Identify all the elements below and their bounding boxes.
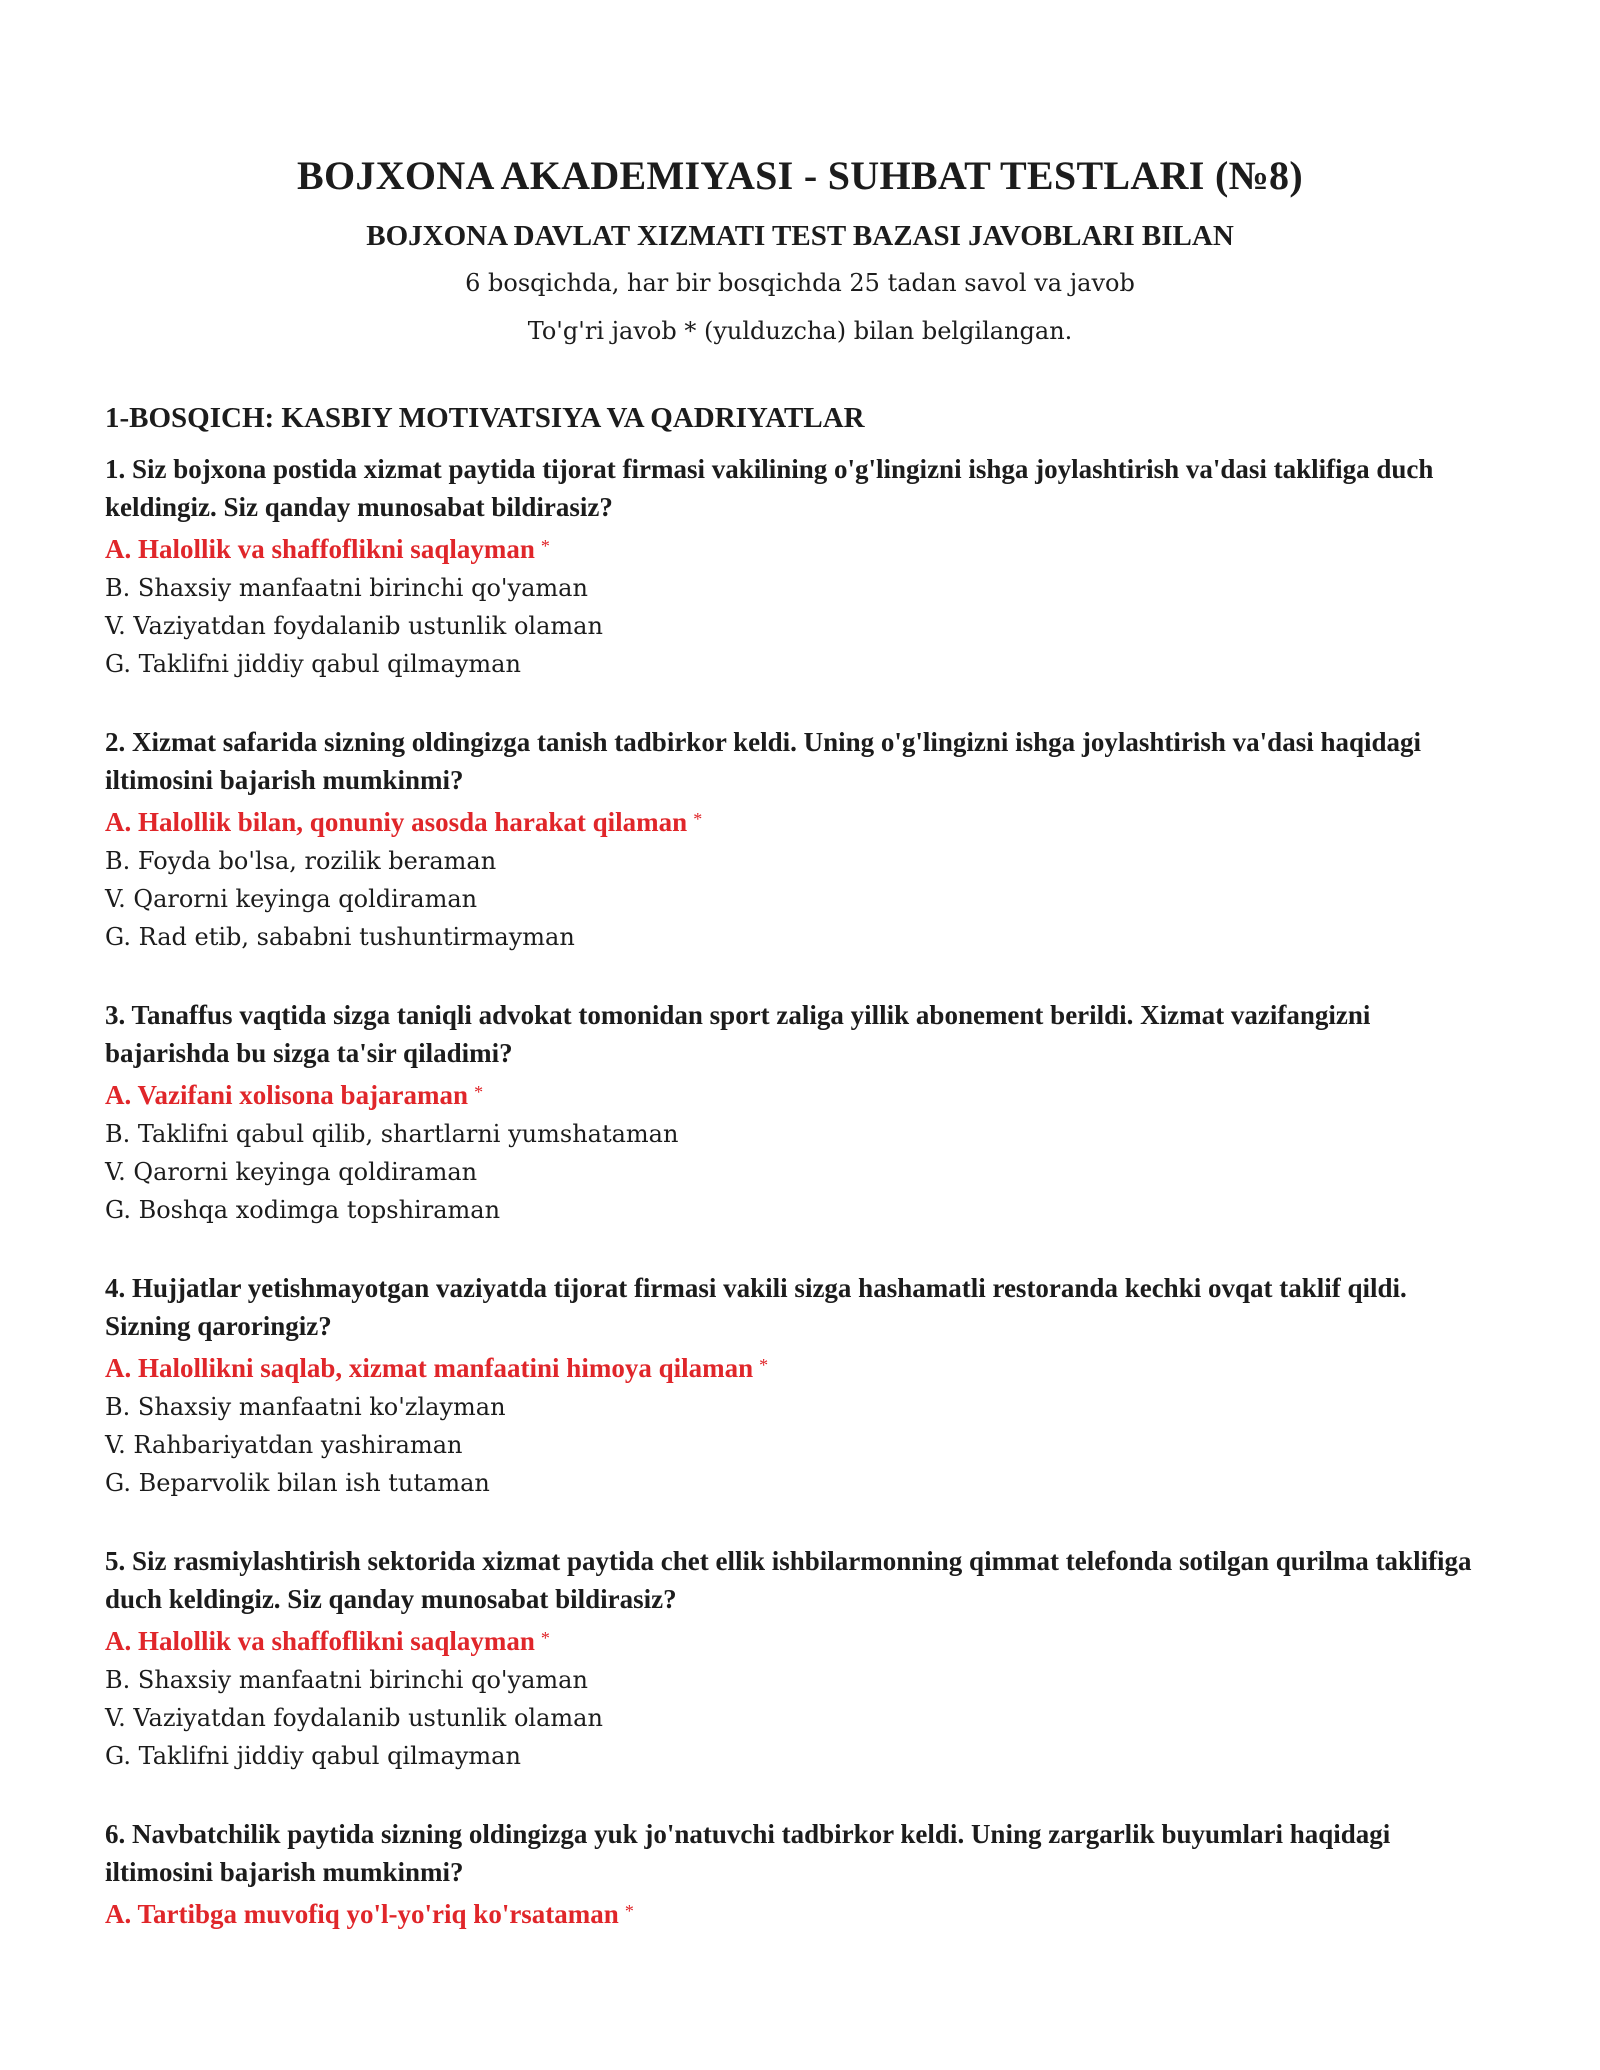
question-item xyxy=(105,1815,1495,1934)
correct-answer xyxy=(105,1891,1495,1934)
answer-option: B. Taklifni qabul qilib, shartlarni yumshataman xyxy=(105,1120,679,1148)
correct-star-icon: * xyxy=(474,1082,484,1102)
info-line-stages: 6 bosqichda, har bir bosqichda 25 tadan savol va javob xyxy=(465,269,1135,297)
correct-answer-text: A. Vazifani xolisona bajaraman xyxy=(105,1080,469,1110)
question-text: 2. Xizmat safarida sizning oldingizga tanish tadbirkor keldi. Uning o'g'lingizni ishga joylashtirish va'dasi haqidagi iltimosini bajarish mumkinmi? xyxy=(105,727,1422,795)
question-item xyxy=(105,1542,1495,1775)
answer-option: V. Qarorni keyinga qoldiraman xyxy=(105,885,478,913)
answer-option: G. Beparvolik bilan ish tutaman xyxy=(105,1469,490,1497)
answer-option: G. Rad etib, sababni tushuntirmayman xyxy=(105,923,575,951)
question-item xyxy=(105,996,1495,1229)
document-title: BOJXONA AKADEMIYASI - SUHBAT TESTLARI (№8) xyxy=(297,153,1303,198)
answer-option: V. Rahbariyatdan yashiraman xyxy=(105,1431,463,1459)
question-text: 5. Siz rasmiylashtirish sektorida xizmat paytida chet ellik ishbilarmonning qimmat telefonda sotilgan qurilma taklifiga duch keldingiz. Siz qanday munosabat bildirasiz? xyxy=(105,1546,1472,1614)
question-text: 3. Tanaffus vaqtida sizga taniqli advokat tomonidan sport zaliga yillik abonement berildi. Xizmat vazifangizni bajarishda bu sizga ta'sir qiladimi? xyxy=(105,1000,1371,1068)
answer-option: B. Shaxsiy manfaatni birinchi qo'yaman xyxy=(105,1666,588,1694)
answer-option: B. Shaxsiy manfaatni ko'zlayman xyxy=(105,1393,506,1421)
correct-star-icon: * xyxy=(540,1628,550,1648)
answer-option: B. Foyda bo'lsa, rozilik beraman xyxy=(105,847,497,875)
question-list xyxy=(105,450,1495,1934)
info-line-answer-key: To'g'ri javob * (yulduzcha) bilan belgilangan. xyxy=(527,317,1073,345)
correct-answer xyxy=(105,526,1495,569)
correct-star-icon: * xyxy=(693,809,703,829)
correct-answer-text: A. Halollik va shaffoflikni saqlayman xyxy=(105,1626,535,1656)
correct-answer-text: A. Halollik va shaffoflikni saqlayman xyxy=(105,534,535,564)
answer-option: G. Taklifni jiddiy qabul qilmayman xyxy=(105,1742,521,1770)
correct-answer xyxy=(105,1618,1495,1661)
correct-answer-text: A. Tartibga muvofiq yo'l-yo'riq ko'rsataman xyxy=(105,1899,619,1929)
answer-option: B. Shaxsiy manfaatni birinchi qo'yaman xyxy=(105,574,588,602)
answer-option: V. Qarorni keyinga qoldiraman xyxy=(105,1158,478,1186)
correct-answer-text: A. Halollik bilan, qonuniy asosda harakat qilaman xyxy=(105,807,688,837)
answer-option: V. Vaziyatdan foydalanib ustunlik olaman xyxy=(105,612,603,640)
question-text: 6. Navbatchilik paytida sizning oldingizga yuk jo'natuvchi tadbirkor keldi. Uning zargarlik buyumlari haqidagi iltimosini bajarish mumkinmi? xyxy=(105,1819,1391,1887)
document-subtitle: BOJXONA DAVLAT XIZMATI TEST BAZASI JAVOBLARI BILAN xyxy=(366,220,1234,252)
question-item xyxy=(105,450,1495,683)
question-item xyxy=(105,723,1495,956)
correct-answer xyxy=(105,1345,1495,1388)
answer-option: G. Boshqa xodimga topshiraman xyxy=(105,1196,501,1224)
answer-option: G. Taklifni jiddiy qabul qilmayman xyxy=(105,650,521,678)
question-text: 4. Hujjatlar yetishmayotgan vaziyatda tijorat firmasi vakili sizga hashamatli restoranda kechki ovqat taklif qildi. Sizning qaroringiz? xyxy=(105,1273,1407,1341)
question-text: 1. Siz bojxona postida xizmat paytida tijorat firmasi vakilining o'g'lingizni ishga joylashtirish va'dasi taklifiga duch keldingiz. Siz qanday munosabat bildirasiz? xyxy=(105,454,1434,522)
correct-star-icon: * xyxy=(624,1901,634,1921)
correct-answer xyxy=(105,1072,1495,1115)
correct-answer xyxy=(105,799,1495,842)
correct-answer-text: A. Halollikni saqlab, xizmat manfaatini himoya qilaman xyxy=(105,1353,754,1383)
section-heading: 1-BOSQICH: KASBIY MOTIVATSIYA VA QADRIYATLAR xyxy=(105,402,865,434)
correct-star-icon: * xyxy=(759,1355,769,1375)
correct-star-icon: * xyxy=(540,536,550,556)
question-item xyxy=(105,1269,1495,1502)
answer-option: V. Vaziyatdan foydalanib ustunlik olaman xyxy=(105,1704,603,1732)
